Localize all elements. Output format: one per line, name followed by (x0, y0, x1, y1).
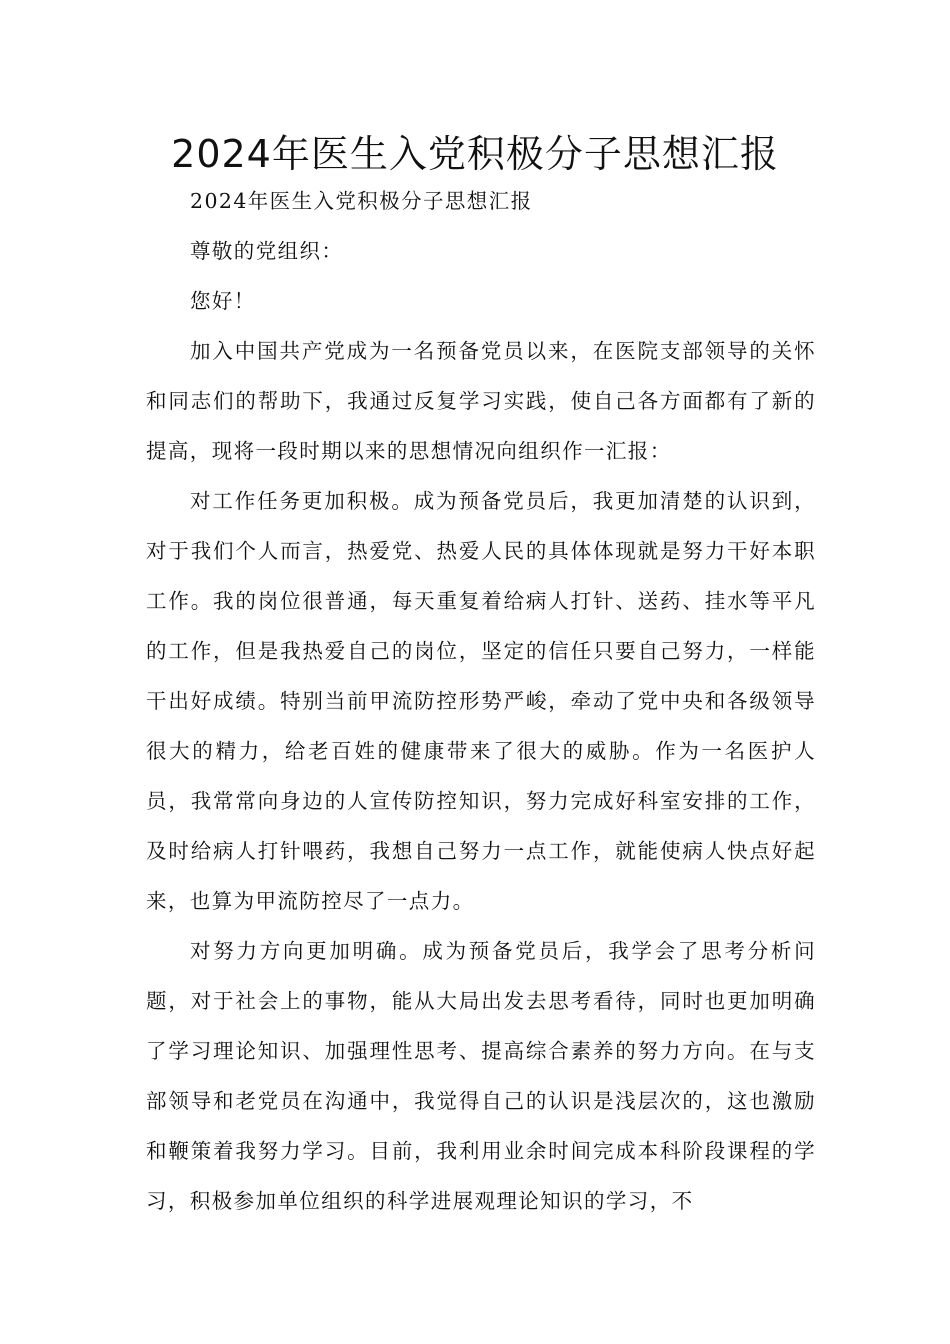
document-title: 2024年医生入党积极分子思想汇报 (171, 132, 779, 176)
subtitle-line: 2024年医生入党积极分子思想汇报 (190, 189, 533, 213)
document-body (146, 176, 816, 1226)
salutation: 尊敬的党组织： (190, 239, 344, 263)
greeting: 您好！ (190, 289, 256, 313)
paragraph-intro: 加入中国共产党成为一名预备党员以来，在医院支部领导的关怀和同志们的帮助下，我通过反复学习实践，使自己各方面都有了新的提高，现将一段时期以来的思想情况向组织作一汇报： (146, 339, 816, 463)
paragraph-work-attitude: 对工作任务更加积极。成为预备党员后，我更加清楚的认识到，对于我们个人而言，热爱党、热爱人民的具体体现就是努力干好本职工作。我的岗位很普通，每天重复着给病人打针、送药、挂水等平凡的工作，但是我热爱自己的岗位，坚定的信任只要自己努力，一样能干出好成绩。特别当前甲流防控形势严峻，牵动了党中央和各级领导很大的精力，给老百姓的健康带来了很大的威胁。作为一名医护人员，我常常向身边的人宣传防控知识，努力完成好科室安排的工作，及时给病人打针喂药，我想自己努力一点工作，就能使病人快点好起来，也算为甲流防控尽了一点力。 (146, 489, 816, 913)
paragraph-direction: 对努力方向更加明确。成为预备党员后，我学会了思考分析问题，对于社会上的事物，能从大局出发去思考看待，同时也更加明确了学习理论知识、加强理性思考、提高综合素养的努力方向。在与支部领导和老党员在沟通中，我觉得自己的认识是浅层次的，这也激励和鞭策着我努力学习。目前，我利用业余时间完成本科阶段课程的学习，积极参加单位组织的科学进展观理论知识的学习，不 (146, 939, 816, 1213)
